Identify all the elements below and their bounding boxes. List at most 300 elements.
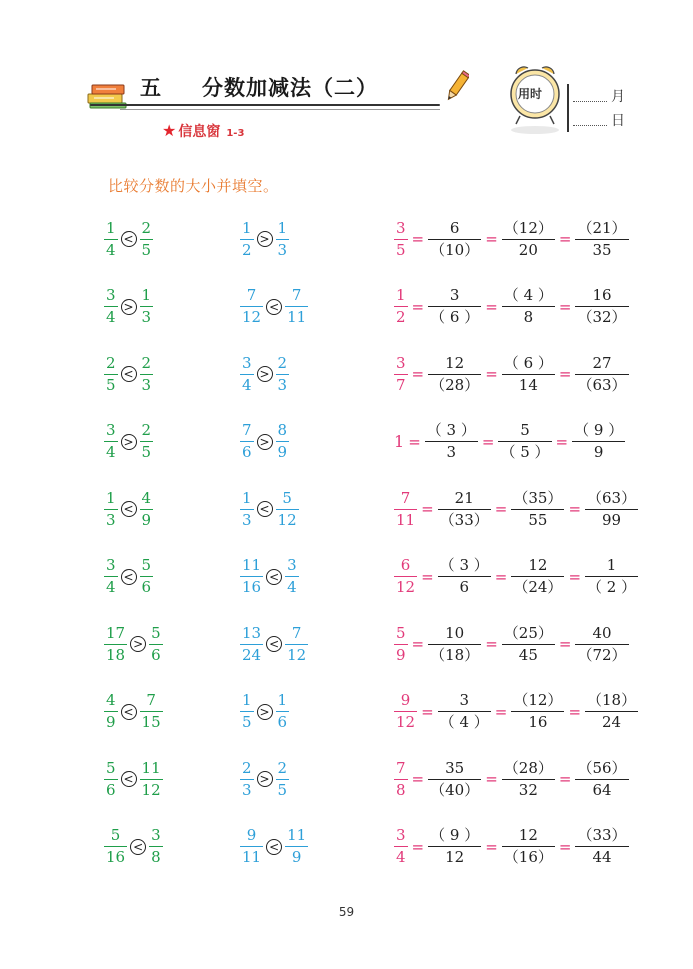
given-fraction-bar xyxy=(394,644,408,645)
comparison-item xyxy=(240,352,289,396)
equivalence-item xyxy=(394,420,625,464)
unit-number: 五 xyxy=(140,76,162,100)
right-fraction xyxy=(140,758,163,799)
equivalent-fraction-denominator: 64 xyxy=(592,780,612,799)
equivalent-fraction-denominator: 55 xyxy=(528,510,548,529)
given-fraction-bar xyxy=(394,576,417,577)
right-fraction-numerator: 1 xyxy=(277,691,288,709)
right-fraction xyxy=(285,558,299,595)
equivalent-fraction-denominator: （18） xyxy=(430,645,480,664)
comparison-item xyxy=(240,622,308,666)
given-fraction-bar xyxy=(394,779,408,780)
comparison-symbol[interactable]: > xyxy=(257,366,273,382)
left-fraction xyxy=(240,218,254,259)
given-fraction-denominator: 4 xyxy=(396,848,406,866)
left-fraction-denominator: 5 xyxy=(106,375,116,394)
equivalent-fraction-denominator: （40） xyxy=(430,780,480,799)
right-fraction-bar xyxy=(285,644,308,645)
left-fraction-bar xyxy=(240,441,254,442)
equals-sign: = xyxy=(411,837,425,856)
left-fraction-bar xyxy=(240,306,263,307)
right-fraction-bar xyxy=(285,306,308,307)
left-fraction-bar xyxy=(240,576,263,577)
equals-sign: = xyxy=(494,567,508,586)
equivalent-fraction-denominator: 14 xyxy=(518,375,538,394)
left-fraction-bar xyxy=(104,239,118,240)
right-fraction xyxy=(285,288,308,325)
left-fraction xyxy=(240,758,254,799)
given-fraction-bar xyxy=(394,509,417,510)
given-fraction xyxy=(394,353,408,394)
equals-sign: = xyxy=(568,702,582,721)
equivalent-fraction xyxy=(575,758,628,799)
unit-title xyxy=(140,72,378,102)
given-fraction-bar xyxy=(394,846,408,847)
equivalent-fraction-denominator: （16） xyxy=(503,848,553,866)
right-fraction-bar xyxy=(285,576,299,577)
right-fraction xyxy=(276,488,299,529)
whole-number: 1 xyxy=(394,432,405,451)
given-fraction-denominator: 11 xyxy=(396,510,416,529)
left-fraction-numerator: 11 xyxy=(242,556,262,574)
equivalent-fraction xyxy=(428,218,481,259)
equivalent-fraction-numerator: 27 xyxy=(592,353,612,372)
left-fraction-bar xyxy=(240,509,254,510)
right-fraction xyxy=(276,423,290,460)
equals-sign: = xyxy=(485,770,498,788)
right-fraction-numerator: 3 xyxy=(287,556,297,574)
equivalent-fraction-bar xyxy=(428,779,481,780)
right-fraction-bar xyxy=(149,846,163,847)
equivalence-item xyxy=(394,352,629,396)
info-window-label xyxy=(162,121,244,141)
left-fraction-bar xyxy=(104,846,127,847)
equivalence-item xyxy=(394,217,629,261)
given-fraction-numerator: 7 xyxy=(400,488,411,507)
equals-sign: = xyxy=(411,297,425,316)
comparison-symbol[interactable]: > xyxy=(257,771,273,787)
given-fraction-bar xyxy=(394,711,417,712)
right-fraction xyxy=(140,423,154,460)
comparison-symbol[interactable]: < xyxy=(266,569,282,585)
equivalent-fraction-denominator: （ 5 ） xyxy=(500,443,550,461)
equivalent-fraction-denominator: （24） xyxy=(513,578,563,596)
left-fraction-denominator: 4 xyxy=(106,308,116,326)
equivalent-fraction xyxy=(438,693,491,730)
comparison-symbol[interactable]: < xyxy=(266,299,282,315)
star-icon: ★ xyxy=(162,121,177,140)
equivalent-fraction xyxy=(575,623,628,664)
equivalent-fraction-numerator: 12 xyxy=(528,556,548,574)
equivalent-fraction-denominator: 12 xyxy=(445,848,465,866)
title-underline xyxy=(90,104,440,106)
left-fraction-bar xyxy=(240,374,254,375)
equivalent-fraction-bar xyxy=(425,441,478,442)
equivalent-fraction-numerator: （28） xyxy=(503,758,553,777)
equivalent-fraction-denominator: 24 xyxy=(602,713,622,731)
comparison-item xyxy=(240,420,289,464)
equivalent-fraction xyxy=(585,558,638,595)
date-divider xyxy=(567,84,569,132)
equals-sign: = xyxy=(485,837,498,856)
right-fraction-bar xyxy=(140,441,154,442)
comparison-item xyxy=(104,690,163,734)
unit-title-text: 分数加减法（二） xyxy=(202,76,378,100)
date-field xyxy=(567,84,627,132)
equivalent-fraction-bar xyxy=(502,374,555,375)
left-fraction-numerator: 2 xyxy=(106,353,116,372)
equivalent-fraction-denominator: 16 xyxy=(528,713,548,731)
left-fraction-numerator: 7 xyxy=(242,421,252,439)
right-fraction-bar xyxy=(276,509,299,510)
equals-sign: = xyxy=(411,365,425,383)
equals-sign: = xyxy=(558,230,572,248)
left-fraction xyxy=(240,423,254,460)
right-fraction-bar xyxy=(149,644,163,645)
left-fraction xyxy=(104,758,118,799)
equivalent-fraction xyxy=(511,488,564,529)
left-fraction xyxy=(240,828,263,865)
equivalent-fraction-numerator: （ 9 ） xyxy=(430,826,480,844)
equivalent-fraction-denominator: （ 4 ） xyxy=(439,713,489,731)
info-window-code: 1-3 xyxy=(226,128,245,139)
comparison-item xyxy=(240,555,299,599)
equivalent-fraction xyxy=(575,218,628,259)
equivalent-fraction-bar xyxy=(502,239,555,240)
left-fraction xyxy=(240,288,263,325)
right-fraction-numerator: 7 xyxy=(146,691,156,709)
equivalent-fraction xyxy=(585,693,638,730)
given-fraction xyxy=(394,218,408,259)
comparison-item xyxy=(240,217,289,261)
equivalent-fraction-numerator: （12） xyxy=(503,218,553,237)
equivalence-item xyxy=(394,757,629,801)
right-fraction-numerator: 5 xyxy=(282,488,292,507)
left-fraction-denominator: 18 xyxy=(106,645,126,664)
equivalent-fraction-numerator: （12） xyxy=(513,691,563,709)
right-fraction-numerator: 2 xyxy=(277,353,288,372)
right-fraction xyxy=(276,693,290,730)
equivalent-fraction xyxy=(511,693,564,730)
comparison-symbol[interactable]: < xyxy=(121,569,137,585)
equivalent-fraction-bar xyxy=(575,644,628,645)
equivalent-fraction-numerator: 12 xyxy=(445,353,465,372)
equivalent-fraction-numerator: 3 xyxy=(459,691,469,709)
equivalent-fraction-bar xyxy=(585,509,638,510)
right-fraction-denominator: 6 xyxy=(277,713,288,731)
equals-sign: = xyxy=(411,635,425,653)
given-fraction-numerator: 3 xyxy=(396,218,406,237)
comparison-symbol[interactable]: < xyxy=(121,231,137,247)
day-blank xyxy=(573,125,607,126)
left-fraction-denominator: 3 xyxy=(242,780,252,799)
right-fraction xyxy=(276,758,290,799)
equivalence-item xyxy=(394,690,638,734)
right-fraction-numerator: 8 xyxy=(277,421,288,439)
equivalent-fraction-numerator: （ 3 ） xyxy=(426,421,476,439)
equivalent-fraction xyxy=(428,623,481,664)
right-fraction-numerator: 7 xyxy=(291,623,302,642)
right-fraction-denominator: 11 xyxy=(287,308,307,326)
right-fraction-bar xyxy=(140,509,154,510)
info-window-text: 信息窗 xyxy=(178,124,221,140)
given-fraction-numerator: 3 xyxy=(396,353,406,372)
equivalent-fraction-bar xyxy=(438,509,491,510)
equivalent-fraction-numerator: （63） xyxy=(587,488,637,507)
equivalent-fraction xyxy=(425,423,478,460)
right-fraction-denominator: 15 xyxy=(141,713,161,731)
equals-sign: = xyxy=(411,770,425,788)
given-fraction-numerator: 1 xyxy=(396,286,406,304)
equivalent-fraction-denominator: 6 xyxy=(459,578,469,596)
right-fraction-numerator: 4 xyxy=(141,488,152,507)
left-fraction-numerator: 4 xyxy=(106,691,116,709)
equivalent-fraction-numerator: 21 xyxy=(454,488,474,507)
equals-sign: = xyxy=(558,365,572,383)
title-underline-thin xyxy=(120,109,440,110)
right-fraction-denominator: 3 xyxy=(277,375,288,394)
left-fraction-numerator: 1 xyxy=(242,218,252,237)
equivalent-fraction-bar xyxy=(511,576,564,577)
equals-sign: = xyxy=(494,702,508,721)
equivalent-fraction-bar xyxy=(502,306,555,307)
right-fraction xyxy=(140,488,154,529)
given-fraction-denominator: 12 xyxy=(396,578,416,596)
left-fraction-denominator: 4 xyxy=(106,578,116,596)
right-fraction-denominator: 3 xyxy=(141,308,152,326)
left-fraction-numerator: 1 xyxy=(242,691,252,709)
given-fraction xyxy=(394,828,408,865)
given-fraction-denominator: 2 xyxy=(396,308,406,326)
left-fraction-denominator: 3 xyxy=(242,510,252,529)
given-fraction-numerator: 6 xyxy=(400,556,411,574)
equals-sign: = xyxy=(421,702,434,721)
comparison-item xyxy=(104,825,163,869)
equivalent-fraction-numerator: （ 6 ） xyxy=(503,353,553,372)
equals-sign: = xyxy=(485,230,498,248)
equivalent-fraction xyxy=(575,828,628,865)
right-fraction-denominator: 12 xyxy=(287,645,307,664)
equivalent-fraction xyxy=(438,558,491,595)
equivalence-item xyxy=(394,487,638,531)
comparison-symbol[interactable]: > xyxy=(121,434,137,450)
left-fraction-numerator: 3 xyxy=(106,286,116,304)
comparison-symbol[interactable]: < xyxy=(121,501,137,517)
equivalent-fraction-denominator: （ 2 ） xyxy=(587,578,637,596)
right-fraction-denominator: 3 xyxy=(141,375,152,394)
right-fraction-numerator: 5 xyxy=(141,556,152,574)
given-fraction-numerator: 9 xyxy=(400,691,411,709)
equals-sign: = xyxy=(494,500,508,518)
right-fraction-numerator: 1 xyxy=(277,218,288,237)
equivalent-fraction-numerator: （ 9 ） xyxy=(574,421,624,439)
right-fraction-denominator: 3 xyxy=(277,240,288,259)
given-fraction xyxy=(394,488,417,529)
left-fraction-bar xyxy=(104,306,118,307)
right-fraction-bar xyxy=(276,711,290,712)
left-fraction xyxy=(240,353,254,394)
equivalent-fraction-denominator: （ 6 ） xyxy=(430,308,480,326)
equivalent-fraction-bar xyxy=(511,509,564,510)
left-fraction-bar xyxy=(240,846,263,847)
equivalent-fraction xyxy=(502,218,555,259)
equivalent-fraction-numerator: 35 xyxy=(445,758,465,777)
left-fraction-denominator: 4 xyxy=(106,240,116,259)
comparison-symbol[interactable]: < xyxy=(121,771,137,787)
equivalent-fraction xyxy=(585,488,638,529)
right-fraction-denominator: 8 xyxy=(151,848,161,866)
given-fraction-numerator: 5 xyxy=(396,623,406,642)
right-fraction-denominator: 6 xyxy=(151,645,161,664)
equivalent-fraction-numerator: 40 xyxy=(592,623,612,642)
left-fraction-numerator: 3 xyxy=(242,353,252,372)
comparison-symbol[interactable]: > xyxy=(130,636,146,652)
left-fraction-bar xyxy=(104,374,118,375)
comparison-item xyxy=(104,555,153,599)
left-fraction-denominator: 16 xyxy=(242,578,262,596)
comparison-item xyxy=(104,217,153,261)
left-fraction-denominator: 4 xyxy=(242,375,252,394)
left-fraction-denominator: 12 xyxy=(242,308,262,326)
left-fraction-bar xyxy=(240,711,254,712)
left-fraction xyxy=(104,693,118,730)
comparison-item xyxy=(240,285,308,329)
comparison-symbol[interactable]: < xyxy=(121,704,137,720)
comparison-item xyxy=(104,622,163,666)
comparison-item xyxy=(240,825,308,869)
given-fraction-bar xyxy=(394,374,408,375)
comparison-symbol[interactable]: < xyxy=(266,839,282,855)
equivalent-fraction xyxy=(502,288,555,325)
left-fraction-numerator: 5 xyxy=(106,758,116,777)
equivalent-fraction-bar xyxy=(575,374,628,375)
equals-sign: = xyxy=(481,432,495,451)
day-label: 日 xyxy=(611,113,625,129)
left-fraction xyxy=(104,828,127,865)
left-fraction-bar xyxy=(240,644,263,645)
comparison-symbol[interactable]: < xyxy=(257,501,273,517)
right-fraction-bar xyxy=(140,306,154,307)
equivalent-fraction xyxy=(428,353,481,394)
comparison-symbol[interactable]: > xyxy=(257,434,273,450)
equivalent-fraction xyxy=(502,623,555,664)
comparison-symbol[interactable]: < xyxy=(266,636,282,652)
left-fraction-bar xyxy=(104,779,118,780)
right-fraction-numerator: 7 xyxy=(291,286,302,304)
equals-sign: = xyxy=(421,567,434,586)
right-fraction xyxy=(140,558,154,595)
equivalent-fraction-bar xyxy=(438,711,491,712)
pencil-icon xyxy=(445,70,469,104)
page-number: 59 xyxy=(338,905,355,919)
left-fraction xyxy=(104,288,118,325)
equivalent-fraction-numerator: 12 xyxy=(518,826,538,844)
equivalent-fraction-denominator: （32） xyxy=(577,308,627,326)
left-fraction-numerator: 1 xyxy=(242,488,252,507)
instruction-text: 比较分数的大小并填空。 xyxy=(108,177,279,195)
right-fraction-bar xyxy=(276,779,290,780)
right-fraction-bar xyxy=(140,374,154,375)
comparison-item xyxy=(240,690,289,734)
comparison-symbol[interactable]: > xyxy=(257,704,273,720)
right-fraction-denominator: 9 xyxy=(141,510,152,529)
equals-sign: = xyxy=(568,567,582,586)
left-fraction xyxy=(240,623,263,664)
comparison-symbol[interactable]: > xyxy=(121,299,137,315)
comparison-item xyxy=(104,487,153,531)
equivalent-fraction xyxy=(575,288,628,325)
comparison-item xyxy=(104,757,163,801)
right-fraction-bar xyxy=(285,846,308,847)
left-fraction-denominator: 16 xyxy=(106,848,126,866)
equivalent-fraction-bar xyxy=(428,374,481,375)
left-fraction-numerator: 13 xyxy=(242,623,262,642)
equivalent-fraction-numerator: 3 xyxy=(449,286,460,304)
given-fraction-denominator: 9 xyxy=(396,645,406,664)
equivalent-fraction-bar xyxy=(585,711,638,712)
right-fraction xyxy=(140,693,163,730)
left-fraction-numerator: 5 xyxy=(110,826,121,844)
given-fraction-denominator: 8 xyxy=(396,780,406,799)
equivalent-fraction-bar xyxy=(502,846,555,847)
equivalent-fraction-denominator: （10） xyxy=(430,240,480,259)
given-fraction-denominator: 7 xyxy=(396,375,406,394)
left-fraction-bar xyxy=(104,576,118,577)
right-fraction-numerator: 2 xyxy=(277,758,288,777)
equivalent-fraction-denominator: （72） xyxy=(577,645,627,664)
right-fraction-bar xyxy=(140,711,163,712)
equivalent-fraction-bar xyxy=(502,644,555,645)
equivalent-fraction-numerator: （ 3 ） xyxy=(439,556,489,574)
equivalent-fraction-numerator: 6 xyxy=(449,218,460,237)
comparison-symbol[interactable]: < xyxy=(121,366,137,382)
right-fraction xyxy=(149,828,163,865)
month-row xyxy=(573,86,623,106)
equals-sign: = xyxy=(411,230,425,248)
equivalent-fraction-bar xyxy=(428,644,481,645)
equals-sign: = xyxy=(558,635,572,653)
equals-sign: = xyxy=(485,365,498,383)
right-fraction-numerator: 11 xyxy=(287,826,307,844)
equivalence-item xyxy=(394,622,629,666)
left-fraction-denominator: 24 xyxy=(242,645,262,664)
left-fraction-bar xyxy=(104,509,118,510)
left-fraction xyxy=(104,353,118,394)
right-fraction-numerator: 1 xyxy=(141,286,152,304)
equivalent-fraction-denominator: 45 xyxy=(518,645,538,664)
given-fraction xyxy=(394,623,408,664)
month-blank xyxy=(573,101,607,102)
left-fraction xyxy=(240,488,254,529)
left-fraction-denominator: 6 xyxy=(106,780,116,799)
equivalent-fraction-denominator: 99 xyxy=(602,510,622,529)
comparison-symbol[interactable]: > xyxy=(257,231,273,247)
comparison-symbol[interactable]: < xyxy=(130,839,146,855)
equivalent-fraction-denominator: 35 xyxy=(592,240,612,259)
given-fraction-denominator: 5 xyxy=(396,240,406,259)
right-fraction-bar xyxy=(140,779,163,780)
equals-sign: = xyxy=(558,770,572,788)
equivalent-fraction-bar xyxy=(575,779,628,780)
given-fraction-numerator: 7 xyxy=(396,758,406,777)
equals-sign: = xyxy=(421,500,434,518)
equivalent-fraction-numerator: （35） xyxy=(513,488,563,507)
left-fraction-bar xyxy=(104,644,127,645)
equivalent-fraction-numerator: （21） xyxy=(577,218,627,237)
equivalent-fraction xyxy=(428,828,481,865)
equivalent-fraction-bar xyxy=(511,711,564,712)
equivalent-fraction-denominator: 9 xyxy=(593,443,604,461)
